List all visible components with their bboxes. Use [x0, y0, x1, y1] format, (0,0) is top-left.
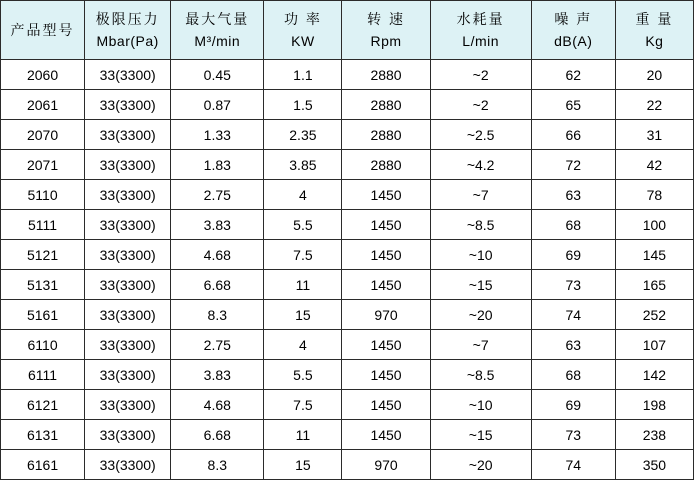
table-cell: ~7: [430, 180, 531, 210]
table-cell: ~2: [430, 90, 531, 120]
table-cell: ~15: [430, 270, 531, 300]
table-cell: 33(3300): [85, 150, 171, 180]
column-header-title: 转 速: [367, 10, 405, 27]
column-header-title: 噪 声: [554, 10, 593, 27]
table-cell: 33(3300): [85, 300, 171, 330]
table-cell: 65: [531, 90, 615, 120]
column-header-unit: dB(A): [554, 33, 593, 49]
table-cell: ~2.5: [430, 120, 531, 150]
table-cell: 33(3300): [85, 120, 171, 150]
table-cell: 100: [615, 210, 693, 240]
table-cell: 238: [615, 420, 693, 450]
table-row: [1, 120, 694, 150]
column-header-unit: Mbar(Pa): [96, 33, 159, 49]
table-row: [1, 60, 694, 90]
table-cell: 11: [264, 270, 342, 300]
table-cell: 11: [264, 420, 342, 450]
table-cell: 2.75: [171, 330, 264, 360]
column-header-title: 产品型号: [10, 21, 75, 38]
table-cell: 970: [342, 300, 430, 330]
table-cell: 33(3300): [85, 180, 171, 210]
table-cell: 73: [531, 420, 615, 450]
cell-model: 2071: [1, 150, 85, 180]
table-row: [1, 150, 694, 180]
table-cell: ~7: [430, 330, 531, 360]
table-cell: ~10: [430, 240, 531, 270]
table-cell: 198: [615, 390, 693, 420]
table-cell: ~4.2: [430, 150, 531, 180]
table-cell: 33(3300): [85, 90, 171, 120]
table-cell: 68: [531, 360, 615, 390]
column-header-unit: Kg: [645, 33, 664, 49]
table-cell: 1450: [342, 390, 430, 420]
table-cell: 7.5: [264, 390, 342, 420]
cell-model: 5111: [1, 210, 85, 240]
table-cell: ~20: [430, 300, 531, 330]
table-cell: ~10: [430, 390, 531, 420]
table-cell: 2880: [342, 150, 430, 180]
table-cell: 2880: [342, 120, 430, 150]
table-row: [1, 390, 694, 420]
table-cell: 0.87: [171, 90, 264, 120]
table-cell: 4.68: [171, 390, 264, 420]
table-cell: 15: [264, 300, 342, 330]
table-cell: 252: [615, 300, 693, 330]
table-cell: 69: [531, 240, 615, 270]
cell-model: 6111: [1, 360, 85, 390]
cell-model: 5131: [1, 270, 85, 300]
table-cell: 74: [531, 300, 615, 330]
table-cell: 1.33: [171, 120, 264, 150]
table-cell: ~15: [430, 420, 531, 450]
table-cell: 1450: [342, 210, 430, 240]
table-body: [1, 60, 694, 480]
table-cell: 1450: [342, 270, 430, 300]
table-cell: 142: [615, 360, 693, 390]
table-cell: 22: [615, 90, 693, 120]
column-header-7: [615, 1, 693, 60]
table-cell: 69: [531, 390, 615, 420]
table-cell: 72: [531, 150, 615, 180]
cell-model: 2061: [1, 90, 85, 120]
table-cell: 33(3300): [85, 420, 171, 450]
table-cell: 4.68: [171, 240, 264, 270]
table-cell: 63: [531, 330, 615, 360]
table-cell: 15: [264, 450, 342, 480]
table-cell: 33(3300): [85, 210, 171, 240]
table-cell: 33(3300): [85, 390, 171, 420]
table-cell: 1450: [342, 180, 430, 210]
table-cell: 165: [615, 270, 693, 300]
table-cell: 5.5: [264, 360, 342, 390]
table-cell: 8.3: [171, 300, 264, 330]
table-cell: 33(3300): [85, 330, 171, 360]
table-row: [1, 180, 694, 210]
column-header-1: [85, 1, 171, 60]
column-header-2: [171, 1, 264, 60]
table-row: [1, 450, 694, 480]
table-cell: 2.75: [171, 180, 264, 210]
table-cell: 33(3300): [85, 360, 171, 390]
table-cell: 33(3300): [85, 60, 171, 90]
table-cell: 5.5: [264, 210, 342, 240]
table-cell: 4: [264, 330, 342, 360]
column-header-5: [430, 1, 531, 60]
table-header-row: [1, 1, 694, 60]
table-cell: 8.3: [171, 450, 264, 480]
table-cell: 2880: [342, 60, 430, 90]
cell-model: 2060: [1, 60, 85, 90]
cell-model: 6110: [1, 330, 85, 360]
table-cell: ~2: [430, 60, 531, 90]
table-row: [1, 360, 694, 390]
table-cell: ~20: [430, 450, 531, 480]
cell-model: 6161: [1, 450, 85, 480]
table-cell: 4: [264, 180, 342, 210]
column-header-unit: Rpm: [370, 33, 402, 49]
table-cell: 62: [531, 60, 615, 90]
cell-model: 5161: [1, 300, 85, 330]
table-cell: 1.83: [171, 150, 264, 180]
column-header-title: 功 率: [283, 10, 322, 27]
column-header-3: [264, 1, 342, 60]
table-cell: 1450: [342, 240, 430, 270]
table-cell: 6.68: [171, 270, 264, 300]
cell-model: 6131: [1, 420, 85, 450]
table-row: [1, 90, 694, 120]
table-cell: 78: [615, 180, 693, 210]
column-header-unit: M³/min: [194, 33, 241, 49]
column-header-title: 最大气量: [185, 10, 250, 27]
table-cell: 1450: [342, 420, 430, 450]
column-header-4: [342, 1, 430, 60]
table-cell: 3.85: [264, 150, 342, 180]
table-row: [1, 420, 694, 450]
cell-model: 5121: [1, 240, 85, 270]
column-header-title: 水耗量: [456, 10, 505, 27]
table-header: [1, 1, 694, 60]
table-row: [1, 240, 694, 270]
table-cell: 66: [531, 120, 615, 150]
table-cell: 33(3300): [85, 240, 171, 270]
table-cell: 350: [615, 450, 693, 480]
table-cell: 2.35: [264, 120, 342, 150]
table-cell: 31: [615, 120, 693, 150]
column-header-6: [531, 1, 615, 60]
table-cell: ~8.5: [430, 210, 531, 240]
cell-model: 5110: [1, 180, 85, 210]
table-row: [1, 300, 694, 330]
column-header-title: 重 量: [635, 10, 674, 27]
table-cell: 2880: [342, 90, 430, 120]
table-cell: 63: [531, 180, 615, 210]
table-cell: 1450: [342, 330, 430, 360]
table-cell: 1.5: [264, 90, 342, 120]
table-cell: 6.68: [171, 420, 264, 450]
table-row: [1, 270, 694, 300]
cell-model: 2070: [1, 120, 85, 150]
table-row: [1, 330, 694, 360]
table-cell: 1450: [342, 360, 430, 390]
column-header-0: [1, 1, 85, 60]
table-cell: 1.1: [264, 60, 342, 90]
table-cell: 970: [342, 450, 430, 480]
table-cell: 73: [531, 270, 615, 300]
column-header-unit: KW: [291, 33, 315, 49]
table-cell: ~8.5: [430, 360, 531, 390]
cell-model: 6121: [1, 390, 85, 420]
table-cell: 33(3300): [85, 450, 171, 480]
table-cell: 107: [615, 330, 693, 360]
table-cell: 7.5: [264, 240, 342, 270]
table-cell: 20: [615, 60, 693, 90]
table-cell: 3.83: [171, 360, 264, 390]
column-header-title: 极限压力: [95, 10, 160, 27]
table-cell: 145: [615, 240, 693, 270]
table-cell: 3.83: [171, 210, 264, 240]
table-cell: 42: [615, 150, 693, 180]
table-cell: 0.45: [171, 60, 264, 90]
table-cell: 68: [531, 210, 615, 240]
table-row: [1, 210, 694, 240]
table-cell: 33(3300): [85, 270, 171, 300]
table-cell: 74: [531, 450, 615, 480]
column-header-unit: L/min: [462, 33, 500, 49]
